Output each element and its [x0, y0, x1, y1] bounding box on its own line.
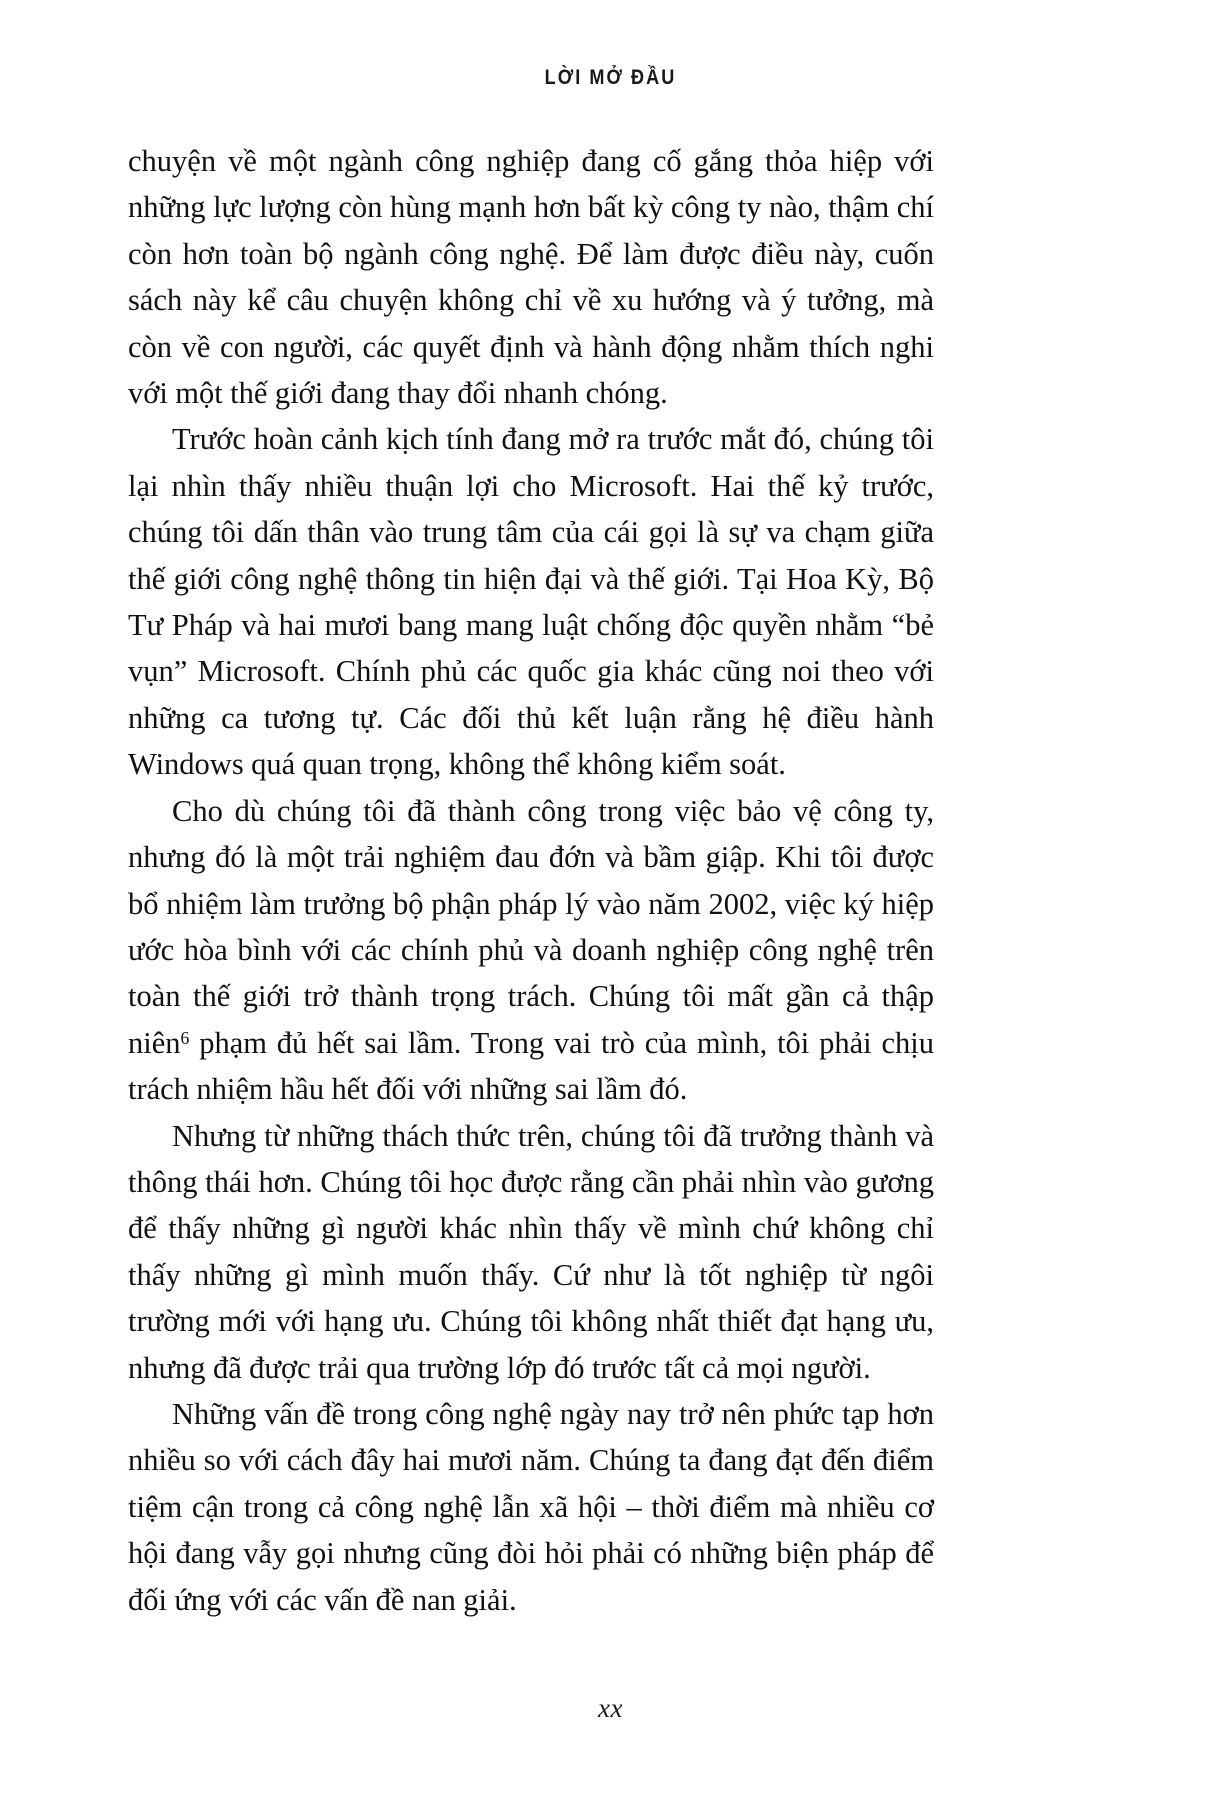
paragraph-3-text-before-footnote: Cho dù chúng tôi đã thành công trong việc bảo vệ công ty, nhưng đó là một trải nghiệm đau đớn và bầm giập. Khi tôi được bổ nhiệm làm trưởng bộ phận pháp lý vào năm 2002, việc ký hiệp ước hòa bình với các chính phủ và doanh nghiệp công nghệ trên toàn thế giới trở thành trọng trách. Chúng tôi mất gần cả thập niên — [128, 793, 934, 1060]
paragraph-5: Những vấn đề trong công nghệ ngày nay trở nên phức tạp hơn nhiều so với cách đây hai mươi năm. Chúng ta đang đạt đến điểm tiệm cận trong cả công nghệ lẫn xã hội – thời điểm mà nhiều cơ hội đang vẫy gọi nhưng cũng đòi hỏi phải có những biện pháp để đối ứng với các vấn đề nan giải. — [128, 1396, 934, 1617]
body-text-block — [128, 138, 934, 1623]
paragraph-2: Trước hoàn cảnh kịch tính đang mở ra trước mắt đó, chúng tôi lại nhìn thấy nhiều thuận lợi cho Microsoft. Hai thế kỷ trước, chúng tôi dấn thân vào trung tâm của cái gọi là sự va chạm giữa thế giới công nghệ thông tin hiện đại và thế giới. Tại Hoa Kỳ, Bộ Tư Pháp và hai mươi bang mang luật chống độc quyền nhằm “bẻ vụn” Microsoft. Chính phủ các quốc gia khác cũng noi theo với những ca tương tự. Các đối thủ kết luận rằng hệ điều hành Windows quá quan trọng, không thể không kiểm soát. — [128, 422, 934, 782]
page-number: xx — [598, 1693, 623, 1723]
paragraph-4: Nhưng từ những thách thức trên, chúng tôi đã trưởng thành và thông thái hơn. Chúng tôi học được rằng cần phải nhìn vào gương để thấy những gì người khác nhìn thấy về mình chứ không chỉ thấy những gì mình muốn thấy. Cứ như là tốt nghiệp từ ngôi trường mới với hạng ưu. Chúng tôi không nhất thiết đạt hạng ưu, nhưng đã được trải qua trường lớp đó trước tất cả mọi người. — [128, 1118, 934, 1385]
paragraph-1: chuyện về một ngành công nghiệp đang cố gắng thỏa hiệp với những lực lượng còn hùng mạnh hơn bất kỳ công ty nào, thậm chí còn hơn toàn bộ ngành công nghệ. Để làm được điều này, cuốn sách này kể câu chuyện không chỉ về xu hướng và ý tưởng, mà còn về con người, các quyết định và hành động nhằm thích nghi với một thế giới đang thay đổi nhanh chóng. — [128, 144, 934, 411]
paragraph-3-text-after-footnote: phạm đủ hết sai lầm. Trong vai trò của mình, tôi phải chịu trách nhiệm hầu hết đối với những sai lầm đó. — [128, 1025, 934, 1107]
footnote-marker[interactable]: 6 — [180, 1027, 190, 1048]
paragraph-3 — [128, 788, 934, 1113]
running-header: LỜI MỞ ĐẦU — [544, 66, 677, 89]
